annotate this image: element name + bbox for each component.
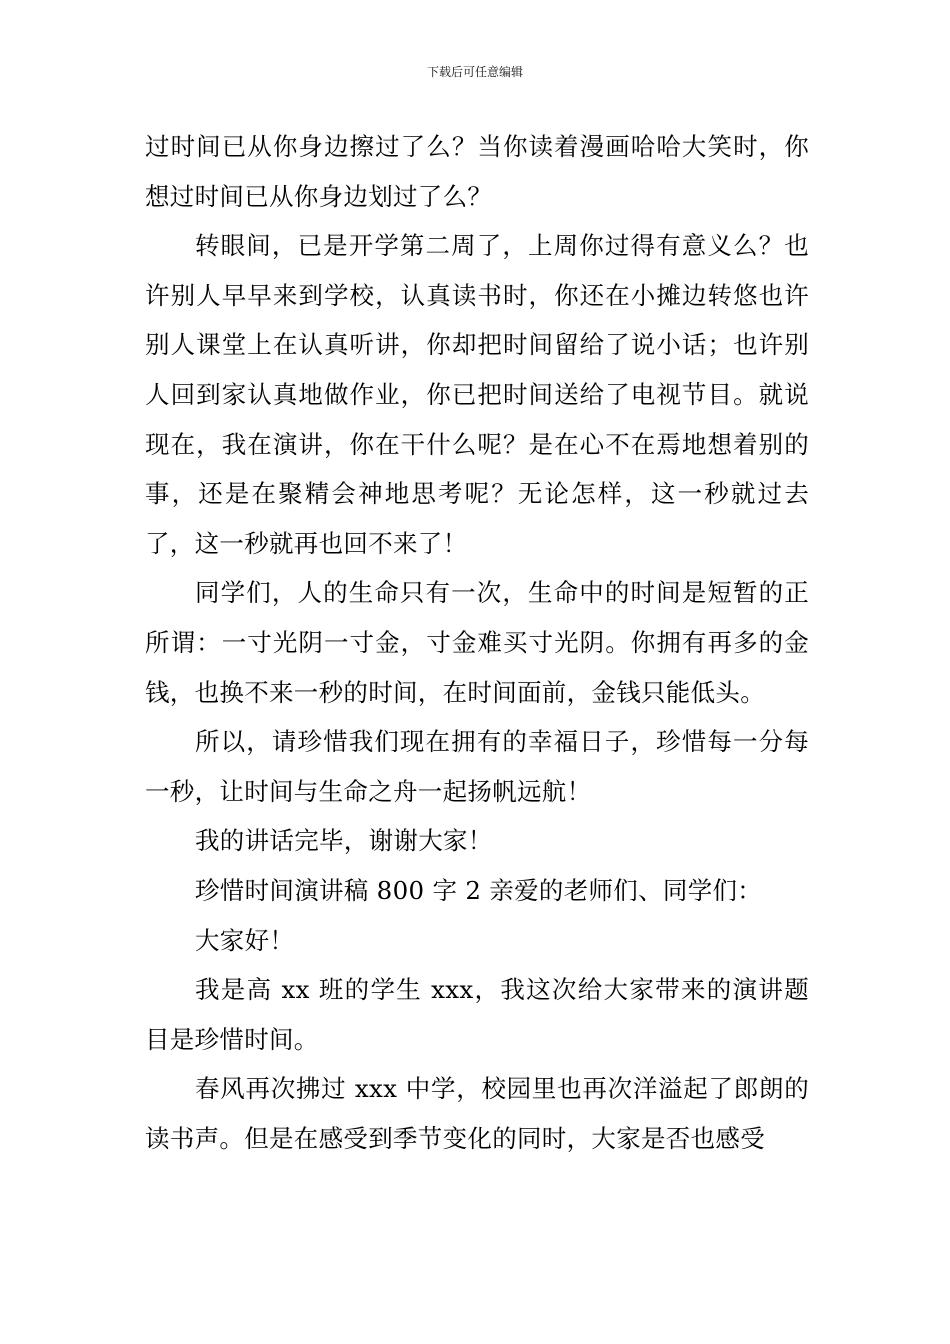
paragraph-6: 珍惜时间演讲稿 800 字 2 亲爱的老师们、同学们： [195, 875, 763, 905]
paragraph-9: 春风再次拂过 xxx 中学，校园里也再次洋溢起了郎朗的读书声。但是在感受到季节变化的同时，大家是否也感受 [145, 1074, 809, 1153]
paragraph-8: 我是高 xx 班的学生 xxx，我这次给大家带来的演讲题目是珍惜时间。 [145, 975, 809, 1054]
paragraph-3: 同学们，人的生命只有一次，生命中的时间是短暂的正所谓：一寸光阴一寸金，寸金难买寸光阴。你拥有再多的金钱，也换不来一秒的时间，在时间面前，金钱只能低头。 [145, 578, 809, 707]
paragraph-7: 大家好！ [195, 925, 295, 955]
paragraph-1: 过时间已从你身边擦过了么？当你读着漫画哈哈大笑时，你想过时间已从你身边划过了么？ [145, 132, 809, 211]
paragraph-4: 所以，请珍惜我们现在拥有的幸福日子，珍惜每一分每一秒，让时间与生命之舟一起扬帆远航！ [145, 727, 809, 806]
page-header: 下载后可任意编辑 [426, 65, 523, 79]
paragraph-2: 转眼间，已是开学第二周了，上周你过得有意义么？也许别人早早来到学校，认真读书时，你还在小摊边转悠也许别人课堂上在认真听讲，你却把时间留给了说小话；也许别人回到家认真地做作业，你已把时间送给了电视节目。就说现在，我在演讲，你在干什么呢？是在心不在焉地想着别的事，还是在聚精会神地思考呢？无论怎样，这一秒就过去了，这一秒就再也回不来了！ [145, 231, 809, 558]
document-body [145, 122, 809, 1163]
paragraph-5: 我的讲话完毕，谢谢大家！ [195, 826, 493, 856]
